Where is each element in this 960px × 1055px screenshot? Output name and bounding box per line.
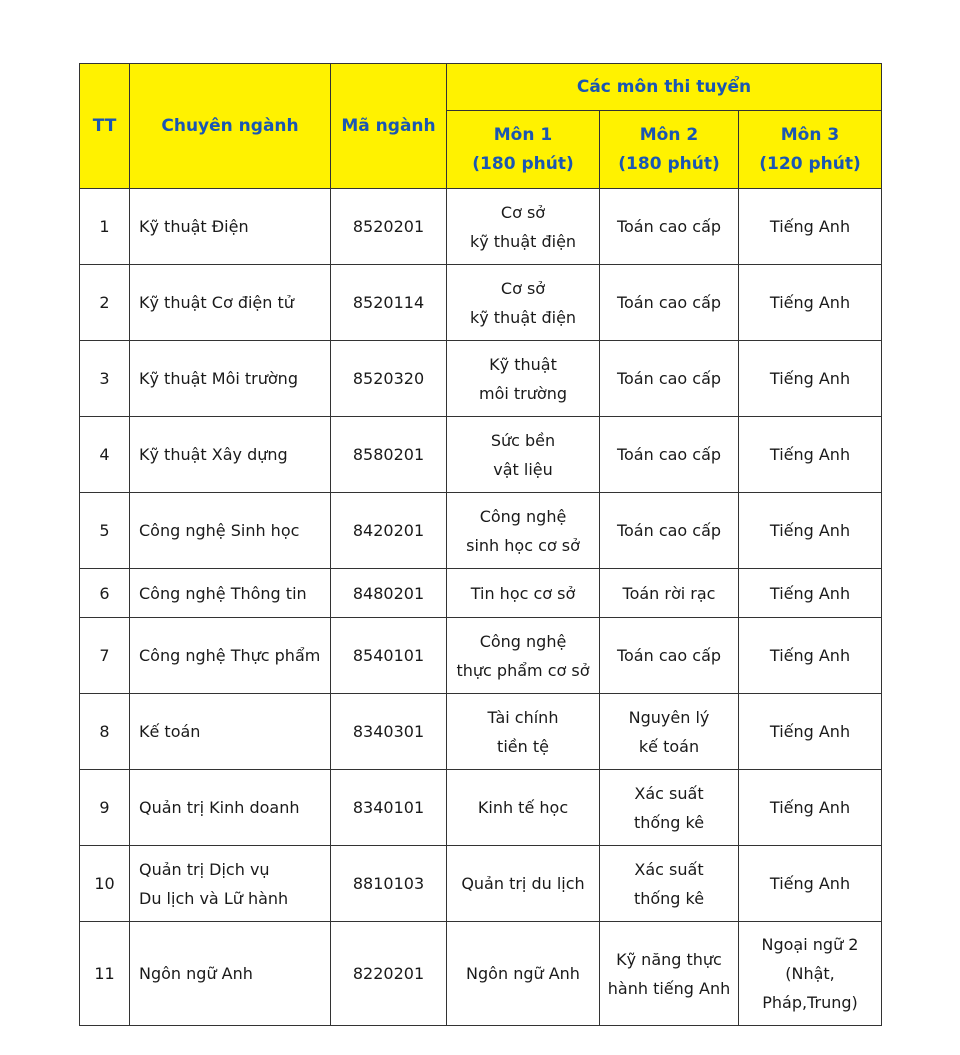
row-tt: 9 <box>80 770 130 846</box>
row-code: 8340101 <box>331 770 447 846</box>
row-subject-2 <box>600 417 739 493</box>
row-subject-3-line: Tiếng Anh <box>769 217 851 236</box>
row-subject-1-line: Kỹ thuật <box>489 354 557 374</box>
row-tt: 11 <box>80 922 130 1026</box>
row-tt: 5 <box>80 493 130 569</box>
table-row <box>80 417 882 493</box>
row-subject-2-line: Toán rời rạc <box>622 583 716 603</box>
row-subject-2 <box>600 493 739 569</box>
table-row <box>80 569 882 618</box>
row-major <box>130 189 331 265</box>
row-subject-1-line: Tin học cơ sở <box>470 583 576 603</box>
row-subject-1-line: thực phẩm cơ sở <box>456 660 590 680</box>
row-subject-3 <box>739 417 882 493</box>
row-major-line: Quản trị Dịch vụ <box>139 859 270 879</box>
row-tt: 10 <box>80 846 130 922</box>
row-subject-2-line: hành tiếng Anh <box>607 978 731 998</box>
row-code: 8420201 <box>331 493 447 569</box>
row-code: 8540101 <box>331 618 447 694</box>
row-subject-3 <box>739 770 882 846</box>
header-code: Mã ngành <box>331 64 447 189</box>
header-tt: TT <box>80 64 130 189</box>
row-code: 8810103 <box>331 846 447 922</box>
row-subject-1-line: môi trường <box>479 383 567 403</box>
row-subject-3-line: Tiếng Anh <box>769 798 851 817</box>
row-major-line: Kỹ thuật Điện <box>139 217 249 236</box>
row-subject-1-line: Kinh tế học <box>477 798 569 817</box>
row-subject-2-line: Toán cao cấp <box>616 646 722 665</box>
row-subject-2-line: Toán cao cấp <box>616 293 722 312</box>
table-row <box>80 493 882 569</box>
header-subject-2-name: Môn 2 <box>639 124 699 145</box>
row-subject-1 <box>447 846 600 922</box>
header-subjects: Các môn thi tuyển <box>447 64 882 111</box>
row-subject-2 <box>600 265 739 341</box>
row-subject-1 <box>447 189 600 265</box>
row-subject-1 <box>447 417 600 493</box>
row-subject-1-line: Công nghệ <box>479 506 567 526</box>
row-major-line: Công nghệ Sinh học <box>139 521 300 540</box>
row-major <box>130 265 331 341</box>
row-code: 8520201 <box>331 189 447 265</box>
row-subject-2-line: kế toán <box>638 736 700 756</box>
row-code: 8340301 <box>331 694 447 770</box>
row-major-line: Kỹ thuật Cơ điện tử <box>139 293 294 312</box>
row-subject-1-line: Cơ sở <box>500 202 546 222</box>
row-major-line: Kỹ thuật Môi trường <box>139 369 298 388</box>
row-subject-2 <box>600 694 739 770</box>
row-subject-1 <box>447 493 600 569</box>
row-subject-3 <box>739 922 882 1026</box>
row-subject-3-line: Tiếng Anh <box>769 722 851 741</box>
row-major-line: Công nghệ Thông tin <box>139 583 307 603</box>
row-subject-3-line: Pháp,Trung) <box>762 993 858 1012</box>
row-subject-3-line: Tiếng Anh <box>769 646 851 665</box>
row-major-line: Quản trị Kinh doanh <box>139 798 300 817</box>
header-subject-3-duration: (120 phút) <box>759 153 861 174</box>
row-subject-2-line: Toán cao cấp <box>616 369 722 388</box>
row-major <box>130 694 331 770</box>
row-code: 8220201 <box>331 922 447 1026</box>
row-subject-3-line: Tiếng Anh <box>769 293 851 312</box>
table-row <box>80 846 882 922</box>
row-subject-1 <box>447 694 600 770</box>
row-subject-3-line: (Nhật, <box>785 964 835 983</box>
exam-subjects-table <box>79 63 882 1026</box>
row-major <box>130 770 331 846</box>
row-subject-2-line: thống kê <box>633 812 705 832</box>
row-subject-2-line: Kỹ năng thực <box>616 949 722 969</box>
header-subject-1 <box>447 111 600 189</box>
row-subject-3-line: Ngoại ngữ 2 <box>761 935 859 954</box>
table-row <box>80 770 882 846</box>
row-subject-2-line: Toán cao cấp <box>616 445 722 464</box>
row-subject-2-line: Toán cao cấp <box>616 217 722 236</box>
row-subject-3 <box>739 189 882 265</box>
row-tt: 2 <box>80 265 130 341</box>
row-subject-1-line: kỹ thuật điện <box>469 307 577 327</box>
row-subject-1-line: Công nghệ <box>479 631 567 651</box>
row-major-line: Ngôn ngữ Anh <box>139 964 253 983</box>
row-major <box>130 922 331 1026</box>
row-subject-3 <box>739 618 882 694</box>
header-subject-1-duration: (180 phút) <box>472 153 574 174</box>
row-subject-3 <box>739 493 882 569</box>
table-row <box>80 189 882 265</box>
row-major <box>130 618 331 694</box>
row-subject-1-line: sinh học cơ sở <box>466 535 580 555</box>
row-major <box>130 417 331 493</box>
row-major <box>130 569 331 618</box>
table-row <box>80 341 882 417</box>
row-subject-1-line: Tài chính <box>487 707 559 727</box>
table-body <box>80 189 882 1026</box>
row-subject-1-line: vật liệu <box>493 459 553 479</box>
row-subject-1-line: Sức bền <box>490 430 556 450</box>
row-subject-2 <box>600 569 739 618</box>
row-major-line: Du lịch và Lữ hành <box>139 888 289 908</box>
row-tt: 6 <box>80 569 130 618</box>
row-tt: 8 <box>80 694 130 770</box>
header-subject-2-duration: (180 phút) <box>618 153 720 174</box>
row-subject-3-line: Tiếng Anh <box>769 521 851 540</box>
row-subject-2-line: Xác suất <box>634 783 704 803</box>
row-major <box>130 493 331 569</box>
row-tt: 7 <box>80 618 130 694</box>
row-subject-3 <box>739 694 882 770</box>
row-subject-1 <box>447 770 600 846</box>
row-tt: 1 <box>80 189 130 265</box>
row-subject-2 <box>600 846 739 922</box>
row-subject-2 <box>600 189 739 265</box>
row-subject-2-line: Xác suất <box>634 859 704 879</box>
row-tt: 4 <box>80 417 130 493</box>
table-row <box>80 265 882 341</box>
row-subject-2-line: Toán cao cấp <box>616 521 722 540</box>
row-subject-1 <box>447 341 600 417</box>
row-subject-1-line: kỹ thuật điện <box>469 231 577 251</box>
row-subject-3-line: Tiếng Anh <box>769 445 851 464</box>
table-row <box>80 922 882 1026</box>
row-subject-3 <box>739 569 882 618</box>
header-subject-3 <box>739 111 882 189</box>
row-subject-2 <box>600 618 739 694</box>
table-row <box>80 618 882 694</box>
row-subject-1 <box>447 922 600 1026</box>
row-major <box>130 341 331 417</box>
header-subject-1-name: Môn 1 <box>493 124 553 145</box>
row-subject-3-line: Tiếng Anh <box>769 583 851 603</box>
row-subject-2 <box>600 341 739 417</box>
row-subject-1-line: Cơ sở <box>500 278 546 298</box>
row-code: 8580201 <box>331 417 447 493</box>
table-row <box>80 694 882 770</box>
row-major-line: Kỹ thuật Xây dựng <box>139 445 288 464</box>
header-major: Chuyên ngành <box>130 64 331 189</box>
row-subject-1-line: Quản trị du lịch <box>461 874 585 893</box>
row-subject-1-line: Ngôn ngữ Anh <box>466 964 580 983</box>
row-subject-3 <box>739 265 882 341</box>
row-subject-2 <box>600 770 739 846</box>
row-code: 8480201 <box>331 569 447 618</box>
row-major <box>130 846 331 922</box>
row-subject-1 <box>447 265 600 341</box>
header-subject-2 <box>600 111 739 189</box>
row-major-line: Công nghệ Thực phẩm <box>139 646 321 665</box>
row-subject-1 <box>447 618 600 694</box>
row-major-line: Kế toán <box>139 722 201 741</box>
row-subject-1-line: tiền tệ <box>497 736 549 756</box>
row-subject-3 <box>739 846 882 922</box>
row-subject-2-line: Nguyên lý <box>628 707 710 727</box>
row-subject-3-line: Tiếng Anh <box>769 369 851 388</box>
row-subject-1 <box>447 569 600 618</box>
header-subject-3-name: Môn 3 <box>780 124 840 145</box>
row-subject-2-line: thống kê <box>633 888 705 908</box>
row-subject-3-line: Tiếng Anh <box>769 874 851 893</box>
row-code: 8520320 <box>331 341 447 417</box>
row-subject-2 <box>600 922 739 1026</box>
row-code: 8520114 <box>331 265 447 341</box>
row-subject-3 <box>739 341 882 417</box>
row-tt: 3 <box>80 341 130 417</box>
